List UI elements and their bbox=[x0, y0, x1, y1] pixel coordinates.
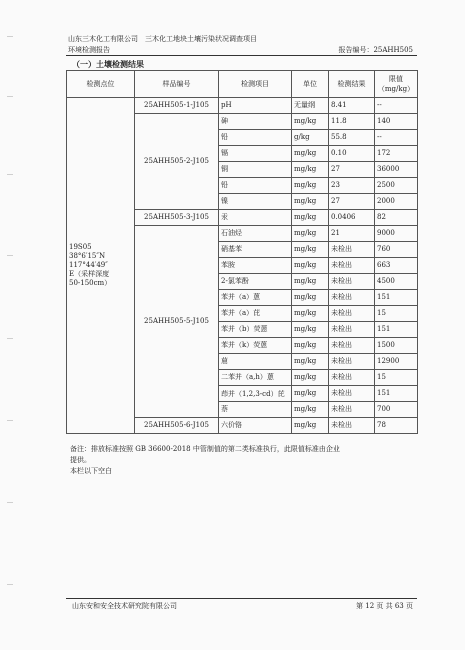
table-row bbox=[67, 98, 418, 114]
limit-cell: 12900 bbox=[375, 354, 418, 370]
unit-cell: mg/kg bbox=[292, 386, 329, 402]
item-cell: 2-氯苯酚 bbox=[219, 274, 292, 290]
page-number: 第 12 页 共 63 页 bbox=[356, 602, 413, 610]
page-edge-mark bbox=[7, 338, 13, 339]
result-cell: 未检出 bbox=[329, 402, 375, 418]
result-cell: 0.0406 bbox=[329, 210, 375, 226]
unit-cell: mg/kg bbox=[292, 338, 329, 354]
result-cell: 未检出 bbox=[329, 338, 375, 354]
limit-cell: 1500 bbox=[375, 338, 418, 354]
result-cell: 未检出 bbox=[329, 418, 375, 434]
unit-cell: g/kg bbox=[292, 130, 329, 146]
sampling-point-line: 38°6′15″N bbox=[69, 252, 106, 260]
item-cell: 苯并（a）芘 bbox=[219, 306, 292, 322]
page-header bbox=[68, 34, 257, 56]
item-cell: 六价铬 bbox=[219, 418, 292, 434]
page-edge-mark bbox=[7, 96, 13, 97]
page-edge-mark bbox=[7, 420, 13, 421]
item-cell: 铅 bbox=[219, 130, 292, 146]
soil-results-table bbox=[66, 70, 418, 434]
limit-cell: 140 bbox=[375, 114, 418, 130]
sample-id-cell: 25AHH505-6-J105 bbox=[135, 418, 219, 434]
limit-cell: 4500 bbox=[375, 274, 418, 290]
item-cell: 苯并（a）蒽 bbox=[219, 290, 292, 306]
item-cell: 萘 bbox=[219, 402, 292, 418]
limit-cell: 15 bbox=[375, 306, 418, 322]
page-edge-mark bbox=[7, 584, 13, 585]
unit-cell: mg/kg bbox=[292, 178, 329, 194]
result-cell: 未检出 bbox=[329, 290, 375, 306]
result-cell: 未检出 bbox=[329, 258, 375, 274]
unit-cell: mg/kg bbox=[292, 306, 329, 322]
limit-cell: 151 bbox=[375, 322, 418, 338]
item-cell: 镉 bbox=[219, 146, 292, 162]
limit-cell: 2000 bbox=[375, 194, 418, 210]
item-cell: 䓛 bbox=[219, 354, 292, 370]
result-cell: 未检出 bbox=[329, 242, 375, 258]
result-cell: 未检出 bbox=[329, 370, 375, 386]
result-cell: 0.10 bbox=[329, 146, 375, 162]
limit-cell: -- bbox=[375, 98, 418, 114]
report-number: 报告编号：25AHH505 bbox=[338, 46, 413, 54]
item-cell: 二苯并（a,h）蒽 bbox=[219, 370, 292, 386]
table-header-row bbox=[67, 71, 418, 98]
footer-company: 山东安和安全技术研究院有限公司 bbox=[72, 602, 177, 610]
limit-cell: 151 bbox=[375, 290, 418, 306]
result-cell: 未检出 bbox=[329, 386, 375, 402]
col-header-result: 检测结果 bbox=[329, 71, 375, 98]
page-edge-mark bbox=[7, 255, 13, 256]
unit-cell: 无量纲 bbox=[292, 98, 329, 114]
unit-cell: mg/kg bbox=[292, 162, 329, 178]
result-cell: 11.8 bbox=[329, 114, 375, 130]
sampling-point-line: 117°44′49″ bbox=[69, 261, 108, 269]
sample-id-cell: 25AHH505-1-J105 bbox=[135, 98, 219, 114]
unit-cell: mg/kg bbox=[292, 402, 329, 418]
item-cell: 苯胺 bbox=[219, 258, 292, 274]
item-cell: 镍 bbox=[219, 194, 292, 210]
unit-cell: mg/kg bbox=[292, 290, 329, 306]
limit-cell: 9000 bbox=[375, 226, 418, 242]
section-title: （一）土壤检测结果 bbox=[72, 59, 144, 69]
limit-cell: 78 bbox=[375, 418, 418, 434]
sample-id-cell: 25AHH505-3-J105 bbox=[135, 210, 219, 226]
result-cell: 未检出 bbox=[329, 322, 375, 338]
unit-cell: mg/kg bbox=[292, 242, 329, 258]
item-cell: 铜 bbox=[219, 162, 292, 178]
unit-cell: mg/kg bbox=[292, 146, 329, 162]
unit-cell: mg/kg bbox=[292, 322, 329, 338]
col-header-sample: 样品编号 bbox=[135, 71, 219, 98]
unit-cell: mg/kg bbox=[292, 370, 329, 386]
header-report-type: 环境检测报告 bbox=[68, 46, 110, 54]
item-cell: pH bbox=[219, 98, 292, 114]
page-edge-mark bbox=[7, 174, 13, 175]
result-cell: 21 bbox=[329, 226, 375, 242]
col-header-unit: 单位 bbox=[292, 71, 329, 98]
limit-cell: 172 bbox=[375, 146, 418, 162]
result-cell: 27 bbox=[329, 194, 375, 210]
header-divider bbox=[66, 55, 417, 56]
remark-line: 本栏以下空白 bbox=[70, 467, 112, 475]
unit-cell: mg/kg bbox=[292, 258, 329, 274]
unit-cell: mg/kg bbox=[292, 194, 329, 210]
limit-cell: 663 bbox=[375, 258, 418, 274]
limit-cell: 82 bbox=[375, 210, 418, 226]
sample-id-cell: 25AHH505-5-J105 bbox=[135, 226, 219, 418]
item-cell: 苯并（b）荧蒽 bbox=[219, 322, 292, 338]
item-cell: 汞 bbox=[219, 210, 292, 226]
footer-divider bbox=[66, 598, 417, 599]
page-edge-mark bbox=[7, 502, 13, 503]
sampling-point-cell bbox=[67, 98, 135, 434]
item-cell: 苯并（k）荧蒽 bbox=[219, 338, 292, 354]
limit-cell: 36000 bbox=[375, 162, 418, 178]
col-header-point: 检测点位 bbox=[67, 71, 135, 98]
col-header-item: 检测项目 bbox=[219, 71, 292, 98]
item-cell: 茚并（1,2,3-cd）芘 bbox=[219, 386, 292, 402]
unit-cell: mg/kg bbox=[292, 418, 329, 434]
sampling-point-line: 19S05 bbox=[69, 243, 92, 251]
limit-cell: 151 bbox=[375, 386, 418, 402]
remark-line: 提供。 bbox=[70, 456, 91, 464]
result-cell: 未检出 bbox=[329, 306, 375, 322]
limit-cell: 760 bbox=[375, 242, 418, 258]
remarks bbox=[70, 444, 415, 477]
unit-cell: mg/kg bbox=[292, 210, 329, 226]
sampling-point-line: 50-150cm） bbox=[69, 279, 112, 287]
limit-cell: 15 bbox=[375, 370, 418, 386]
col-header-limit: 限值 （mg/kg） bbox=[375, 71, 418, 98]
unit-cell: mg/kg bbox=[292, 274, 329, 290]
sample-id-cell: 25AHH505-2-J105 bbox=[135, 114, 219, 210]
result-cell: 55.8 bbox=[329, 130, 375, 146]
limit-cell: -- bbox=[375, 130, 418, 146]
unit-cell: mg/kg bbox=[292, 354, 329, 370]
result-cell: 23 bbox=[329, 178, 375, 194]
remark-line: 备注：排放标准按照 GB 36600-2018 中管制值的第二类标准执行，此限值标准由企业 bbox=[70, 445, 340, 453]
item-cell: 石油烃 bbox=[219, 226, 292, 242]
item-cell: 硝基苯 bbox=[219, 242, 292, 258]
result-cell: 未检出 bbox=[329, 274, 375, 290]
result-cell: 27 bbox=[329, 162, 375, 178]
item-cell: 砷 bbox=[219, 114, 292, 130]
unit-cell: mg/kg bbox=[292, 114, 329, 130]
result-cell: 未检出 bbox=[329, 354, 375, 370]
page-edge-mark bbox=[7, 36, 13, 37]
limit-cell: 700 bbox=[375, 402, 418, 418]
sampling-point-line: E（采样深度 bbox=[69, 270, 110, 278]
unit-cell: mg/kg bbox=[292, 226, 329, 242]
limit-cell: 2500 bbox=[375, 178, 418, 194]
header-company-line: 山东三木化工有限公司 三木化工地块土壤污染状况调查项目 bbox=[68, 35, 257, 43]
item-cell: 铅 bbox=[219, 178, 292, 194]
result-cell: 8.41 bbox=[329, 98, 375, 114]
